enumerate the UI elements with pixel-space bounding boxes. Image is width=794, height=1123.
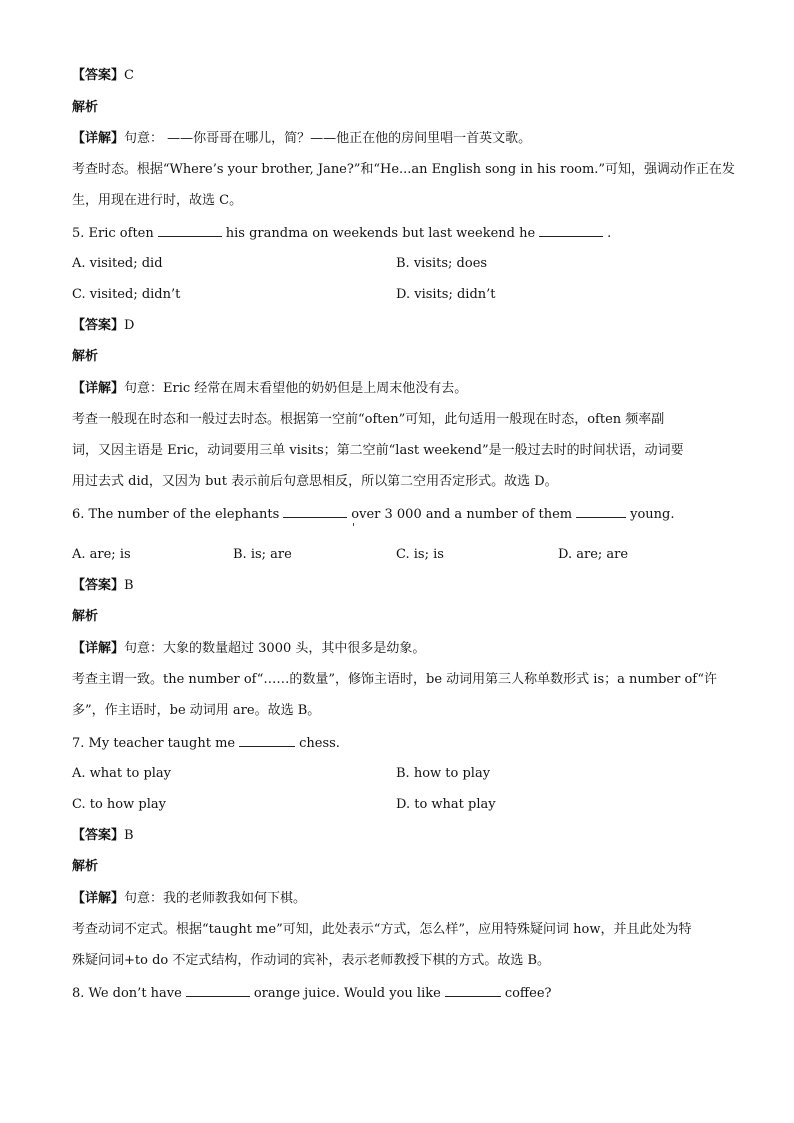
question-stem xyxy=(72,224,611,243)
answer-value: B xyxy=(124,578,134,593)
analysis-label: 解析 xyxy=(72,859,99,874)
option-c: C. to how play xyxy=(72,797,166,812)
option-d: D. are; are xyxy=(558,547,629,562)
answer-blank xyxy=(539,224,603,237)
option-d: D. to what play xyxy=(396,797,496,812)
detail-label: 【详解】 xyxy=(72,641,125,656)
detail-label: 【详解】 xyxy=(72,891,125,906)
detail-line xyxy=(72,130,531,148)
stem-text: orange juice. Would you like xyxy=(253,986,441,1001)
option-c: C. is; is xyxy=(396,547,444,562)
option-d: D. visits; didn’t xyxy=(396,287,496,302)
answer-label: 【答案】 xyxy=(72,828,125,843)
option-c: C. visited; didn’t xyxy=(72,287,181,302)
answer-label: 【答案】 xyxy=(72,578,125,593)
answer-blank xyxy=(158,224,222,237)
option-a: A. are; is xyxy=(72,547,131,562)
answer-blank xyxy=(239,734,295,747)
answer-line xyxy=(72,577,134,595)
stem-text: chess. xyxy=(299,736,340,751)
answer-blank xyxy=(445,984,501,997)
answer-label: 【答案】 xyxy=(72,318,125,333)
analysis-label: 解析 xyxy=(72,609,99,624)
option-a: A. visited; did xyxy=(72,256,163,271)
answer-value: C xyxy=(124,68,134,83)
explanation-text: 生，用现在进行时，故选 C。 xyxy=(72,193,243,208)
explanation-text: 多”，作主语时，be 动词用 are。故选 B。 xyxy=(72,703,321,718)
answer-label: 【答案】 xyxy=(72,68,125,83)
detail-text: 句意：大象的数量超过 3000 头，其中很多是幼象。 xyxy=(124,641,426,656)
stem-text: 7. My teacher taught me xyxy=(72,736,236,751)
detail-line xyxy=(72,640,425,658)
detail-line xyxy=(72,890,306,908)
answer-blank xyxy=(576,505,626,518)
option-a: A. what to play xyxy=(72,766,172,781)
answer-value: D xyxy=(124,318,135,333)
option-b: B. visits; does xyxy=(396,256,488,271)
stem-text: his grandma on weekends but last weekend he xyxy=(225,226,536,241)
explanation-text: 殊疑问词+to do 不定式结构，作动词的宾补，表示老师教授下棋的方式。故选 B。 xyxy=(72,953,551,968)
answer-line xyxy=(72,827,134,845)
detail-line xyxy=(72,380,467,398)
explanation-text: 考查时态。根据“Where’s your brother, Jane?”和“He...an English song in his room.”可知，强调动作正在发 xyxy=(72,162,735,177)
stray-mark xyxy=(353,523,354,526)
answer-line xyxy=(72,317,134,335)
question-stem xyxy=(72,984,552,1003)
stem-text: . xyxy=(607,226,612,241)
answer-blank xyxy=(186,984,250,997)
answer-line xyxy=(72,67,134,85)
stem-text: 6. The number of the elephants xyxy=(72,507,280,522)
explanation-text: 用过去式 did，又因为 but 表示前后句意思相反，所以第二空用否定形式。故选 D。 xyxy=(72,474,558,489)
answer-value: B xyxy=(124,828,134,843)
explanation-text: 考查动词不定式。根据“taught me”可知，此处表示“方式，怎么样”，应用特殊疑问词 how，并且此处为特 xyxy=(72,922,692,937)
stem-text: coffee? xyxy=(504,986,552,1001)
question-stem xyxy=(72,734,340,753)
analysis-label: 解析 xyxy=(72,100,99,115)
detail-text: 句意：我的老师教我如何下棋。 xyxy=(124,891,307,906)
explanation-text: 考查主谓一致。the number of“……的数量”，修饰主语时，be 动词用第三人称单数形式 is；a number of“许 xyxy=(72,672,717,687)
stem-text: over 3 000 and a number of them xyxy=(351,507,573,522)
detail-label: 【详解】 xyxy=(72,381,125,396)
analysis-label: 解析 xyxy=(72,349,99,364)
detail-text: 句意：Eric 经常在周末看望他的奶奶但是上周末他没有去。 xyxy=(124,381,468,396)
detail-label: 【详解】 xyxy=(72,131,125,146)
explanation-text: 考查一般现在时态和一般过去时态。根据第一空前“often”可知，此句适用一般现在时态，often 频率副 xyxy=(72,412,665,427)
detail-text: 句意： ——你哥哥在哪儿，简？——他正在他的房间里唱一首英文歌。 xyxy=(124,131,532,146)
question-stem xyxy=(72,505,675,524)
option-b: B. is; are xyxy=(233,547,292,562)
option-b: B. how to play xyxy=(396,766,491,781)
stem-text: 5. Eric often xyxy=(72,226,154,241)
explanation-text: 词，又因主语是 Eric，动词要用三单 visits；第二空前“last weekend”是一般过去时的时间状语，动词要 xyxy=(72,443,684,458)
stem-text: young. xyxy=(630,507,675,522)
answer-blank xyxy=(283,505,347,518)
stem-text: 8. We don’t have xyxy=(72,986,182,1001)
